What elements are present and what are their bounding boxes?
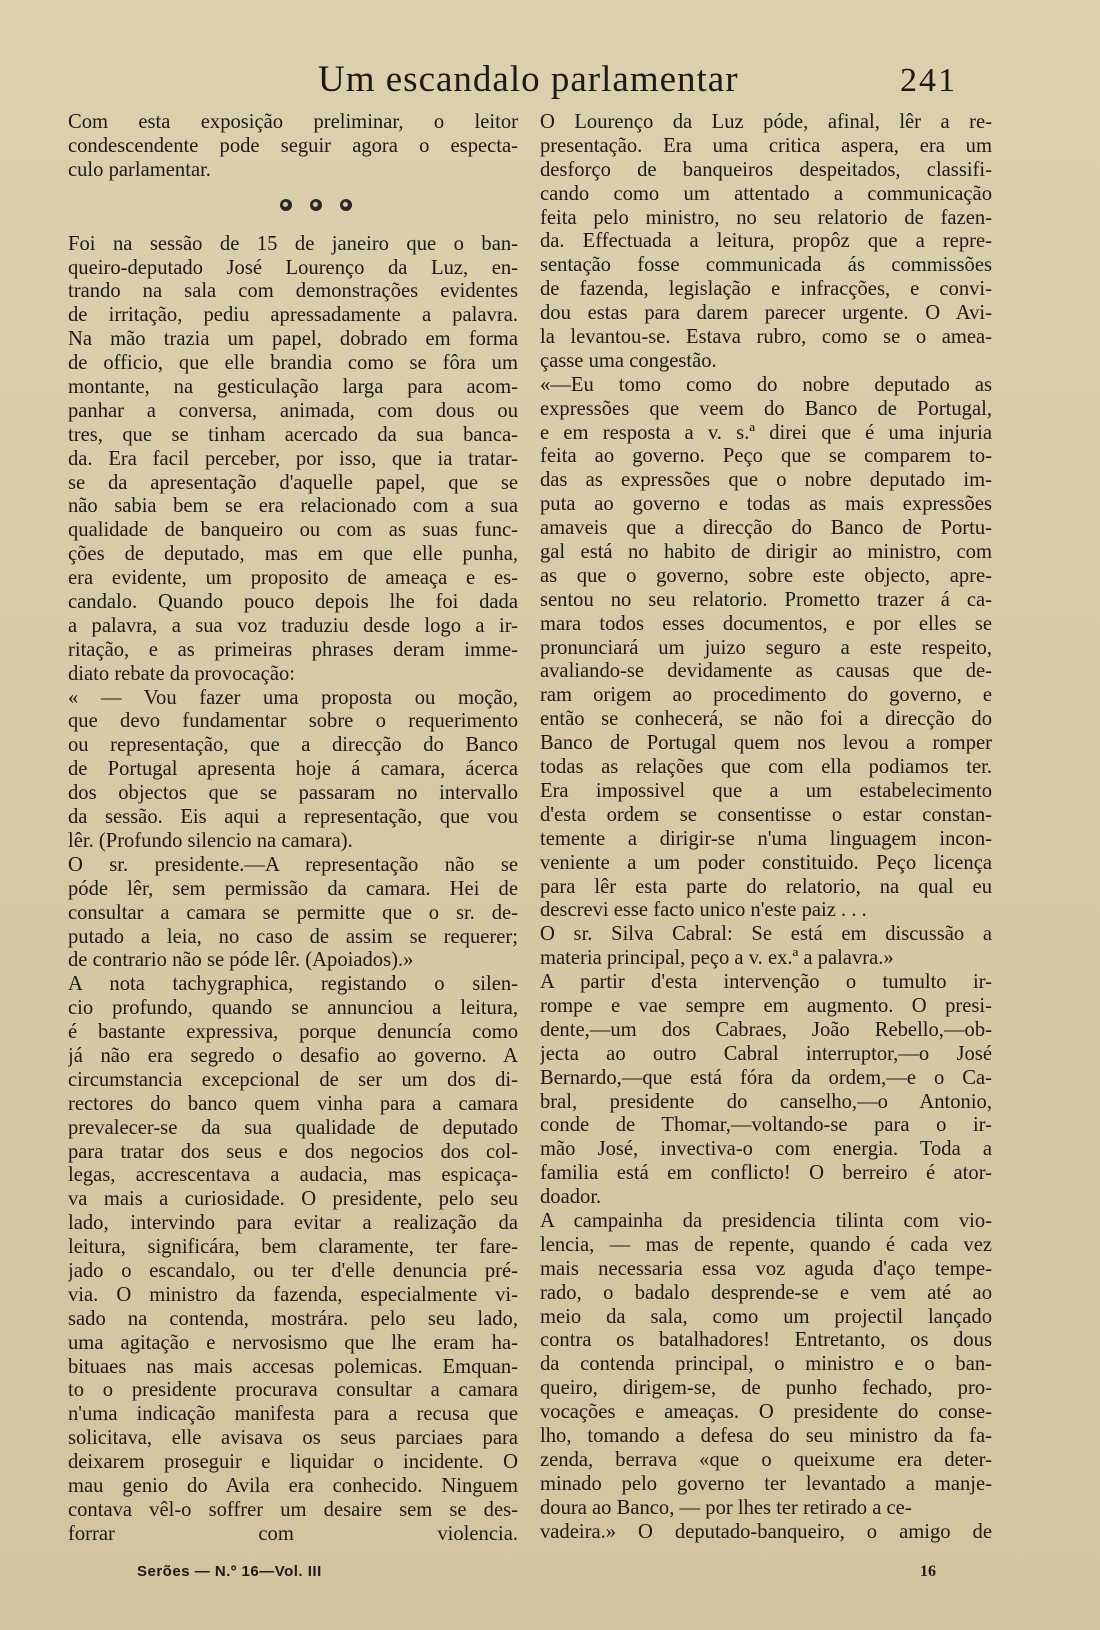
text-line: cio profundo, quando se annunciou a leitura,	[68, 997, 518, 1020]
text-line: as que o governo, sobre este objecto, apre-	[540, 564, 992, 587]
text-line: consultar a camara se permitte que o sr. de-	[68, 901, 518, 924]
text-line: já não era segredo o desafio ao governo. A	[68, 1044, 518, 1067]
text-line: póde lêr, sem permissão da camara. Hei de	[68, 877, 518, 900]
text-line: conde de Thomar,—voltando-se para o ir-	[540, 1114, 992, 1137]
text-line: to o presidente procurava consultar a camara	[68, 1379, 518, 1402]
text-line: uma agitação e nervosismo que lhe eram ha-	[68, 1331, 518, 1354]
text-line: dente,—um dos Cabraes, João Rebello,—ob-	[540, 1018, 992, 1041]
text-line: montante, na gesticulação larga para acom-	[68, 376, 518, 399]
text-line: pronunciará um juizo seguro a este respeito,	[540, 636, 992, 659]
text-line: qualidade de banqueiro ou com as suas func-	[68, 519, 518, 542]
page-number: 241	[900, 62, 957, 99]
text-line: mais necessaria essa voz aguda d'aço tempe-	[540, 1257, 992, 1280]
text-line: que devo fundamentar sobre o requerimento	[68, 710, 518, 733]
text-line: solicitava, elle avisava os seus parciaes para	[68, 1427, 518, 1450]
text-line: Banco de Portugal quem nos levou a romper	[540, 732, 992, 755]
text-line: rompe e vae sempre em augmento. O presi-	[540, 994, 992, 1017]
text-line: legas, accrescentava a audacia, mas espicaça-	[68, 1164, 518, 1187]
text-line: da. Effectuada a leitura, propôz que a repre-	[540, 230, 992, 253]
text-line: descrevi esse facto unico n'este paiz . . .	[540, 899, 867, 922]
text-line: condescendente pode seguir agora o especta-	[68, 134, 518, 157]
text-line: contava vêl-o soffrer um desaire sem se des-	[68, 1498, 518, 1521]
text-line: tres, que se tinham acercado da sua banca-	[68, 423, 518, 446]
text-line: jecta ao outro Cabral interruptor,—o José	[540, 1042, 992, 1065]
text-line: expressões que veem do Banco de Portugal,	[540, 397, 992, 420]
text-line: Com esta exposição preliminar, o leitor	[68, 111, 518, 133]
text-line: das as expressões que o nobre deputado im-	[540, 469, 992, 492]
text-line: culo parlamentar.	[68, 158, 211, 181]
text-line: de irritação, pediu apressadamente a palavra.	[68, 304, 518, 327]
text-line: çasse uma congestão.	[540, 349, 717, 372]
text-line: Era impossivel que a um estabelecimento	[540, 779, 992, 802]
text-line: va mais a curiosidade. O presidente, pelo seu	[68, 1188, 518, 1211]
ornament-dot-icon	[280, 199, 292, 211]
text-line: putado a leia, no caso de assim se requerer;	[68, 925, 518, 948]
text-line: lêr. (Profundo silencio na camara).	[68, 829, 353, 852]
text-line: feita ao governo. Peço que se comparem to-	[540, 445, 992, 468]
text-line: presentação. Era uma critica aspera, era um	[540, 134, 992, 157]
text-line: mau genio do Avila era conhecido. Ninguem	[68, 1474, 518, 1497]
text-line: todas as relações que com ella podiamos ter.	[540, 756, 992, 779]
text-line: familia está em conflicto! O berreiro é ator-	[540, 1162, 992, 1185]
ornament-dot-icon	[310, 199, 322, 211]
text-line: d'esta ordem se consentisse o estar constan-	[540, 803, 992, 826]
text-line: O Lourenço da Luz póde, afinal, lêr a re-	[540, 111, 992, 133]
text-line: de contrario não se póde lêr. (Apoiados).»	[68, 949, 414, 972]
text-line: não sabia bem se era relacionado com a sua	[68, 495, 518, 518]
text-line: avaliando-se devidamente as causas que de-	[540, 660, 992, 683]
left-text-column	[68, 111, 518, 1547]
text-line: n'uma indicação manifesta para a recusa que	[68, 1403, 518, 1426]
text-line: da contenda principal, o ministro e o ban-	[540, 1353, 992, 1376]
text-line: diato rebate da provocação:	[68, 662, 295, 685]
text-line: lho, tomando a defesa do seu ministro da fa-	[540, 1424, 992, 1447]
text-line: via. O ministro da fazenda, especialmente vi-	[68, 1283, 518, 1306]
text-line: vocações e ameaças. O presidente do conse-	[540, 1401, 992, 1424]
text-line: doura ao Banco, — por lhes ter retirado a ce-	[540, 1496, 912, 1519]
text-line: amaveis que a direcção do Banco de Portu-	[540, 517, 992, 540]
text-line: « — Vou fazer uma proposta ou moção,	[68, 686, 518, 709]
text-line: e em resposta a v. s.ª direi que é uma injuria	[540, 421, 992, 444]
text-line: A campainha da presidencia tilinta com vio-	[540, 1209, 992, 1232]
text-line: sentou no seu relatorio. Prometto trazer á ca-	[540, 588, 992, 611]
text-line: dos objectos que se passaram no intervallo	[68, 782, 518, 805]
text-line: O sr. presidente.—A representação não se	[68, 853, 518, 876]
text-line: Na mão trazia um papel, dobrado em forma	[68, 328, 518, 351]
text-line: mara todos esses documentos, e por elles se	[540, 612, 992, 635]
text-line: de Portugal apresenta hoje á camara, ácerca	[68, 758, 518, 781]
text-line: queiro, dirigem-se, de punho fechado, pro-	[540, 1377, 992, 1400]
text-line: sentação fosse communicada ás commissões	[540, 254, 992, 277]
text-line: doador.	[540, 1186, 602, 1209]
text-line: trando na sala com demonstrações evidentes	[68, 280, 518, 303]
text-line: Foi na sessão de 15 de janeiro que o ban-	[68, 232, 518, 255]
text-line: da sessão. Eis aqui a representação, que vou	[68, 806, 518, 829]
text-line: gal está no habito de dirigir ao ministro, com	[540, 541, 992, 564]
text-line: «—Eu tomo como do nobre deputado as	[540, 373, 992, 396]
text-line: cando como um attentado a communicação	[540, 182, 992, 205]
text-line: Bernardo,—que está fóra da ordem,—e o Ca-	[540, 1066, 992, 1089]
text-line: minado pelo governo ter levantado a manje-	[540, 1472, 992, 1495]
text-line: rectores do banco quem vinha para a camara	[68, 1092, 518, 1115]
text-line: circumstancia excepcional de ser um dos di-	[68, 1068, 518, 1091]
text-line: ou representação, que a direcção do Banco	[68, 734, 518, 757]
text-line: O sr. Silva Cabral: Se está em discussão a	[540, 923, 992, 946]
text-line: sado na contenda, mostrára. pelo seu lado,	[68, 1307, 518, 1330]
text-line: rado, o badalo desprende-se e vem até ao	[540, 1281, 992, 1304]
section-ornament	[68, 183, 518, 233]
text-line: zenda, berrava «que o queixume era deter-	[540, 1448, 992, 1471]
text-line: vadeira.» O deputado-banqueiro, o amigo de	[540, 1520, 992, 1543]
text-line: a palavra, a sua voz traduziu desde logo a ir-	[68, 614, 518, 637]
text-line: é bastante expressiva, porque denuncía como	[68, 1021, 518, 1044]
text-line: era evidente, um proposito de ameaça e es-	[68, 567, 518, 590]
text-line: para lêr esta parte do relatorio, na qual eu	[540, 875, 992, 898]
text-line: materia principal, peço a v. ex.ª a palavra.»	[540, 947, 894, 970]
text-line: veniente a um poder constituido. Peço licença	[540, 851, 992, 874]
text-line: mão José, invectiva-o com energia. Toda a	[540, 1138, 992, 1161]
text-line: queiro-deputado José Lourenço da Luz, en-	[68, 256, 518, 279]
right-text-column	[540, 111, 992, 1544]
text-line: la levantou-se. Estava rubro, como se o amea-	[540, 326, 992, 349]
text-line: contra os batalhadores! Entretanto, os dous	[540, 1329, 992, 1352]
text-line: desforço de banqueiros despeitados, classifi-	[540, 158, 992, 181]
text-line: panhar a conversa, animada, com dous ou	[68, 399, 518, 422]
text-line: meio da sala, como um projectil lançado	[540, 1305, 992, 1328]
text-line: ram origem ao procedimento do governo, e	[540, 684, 992, 707]
text-line: ções de deputado, mas em que elle punha,	[68, 543, 518, 566]
ornament-dot-icon	[340, 199, 352, 211]
text-line: A partir d'esta intervenção o tumulto ir-	[540, 971, 992, 994]
text-line: candalo. Quando pouco depois lhe foi dada	[68, 591, 518, 614]
text-line: forrar com violencia.	[68, 1522, 518, 1545]
text-line: bral, presidente do canselho,—o Antonio,	[540, 1090, 992, 1113]
text-line: leitura, significára, bem claramente, ter fare-	[68, 1236, 518, 1259]
text-line: de officio, que elle brandia como se fôra um	[68, 352, 518, 375]
text-line: de fazenda, legislação e infracções, e convi-	[540, 278, 992, 301]
text-line: da. Era facil perceber, por isso, que ia tratar-	[68, 447, 518, 470]
text-line: lado, intervindo para evitar a realização da	[68, 1212, 518, 1235]
text-line: prevalecer-se da sua qualidade de deputado	[68, 1116, 518, 1139]
text-line: dou estas para darem parecer urgente. O Avi-	[540, 302, 992, 325]
text-line: lencia, — mas de repente, quando é cada vez	[540, 1233, 992, 1256]
text-line: puta ao governo e todas as mais expressões	[540, 493, 992, 516]
text-line: bituaes nas mais accesas polemicas. Emquan-	[68, 1355, 518, 1378]
text-line: então se conhecerá, se não foi a direcção do	[540, 708, 992, 731]
text-line: jado o escandalo, ou ter d'elle denuncia pré-	[68, 1259, 518, 1282]
text-line: se da apresentação d'aquelle papel, que se	[68, 471, 518, 494]
footer-signature: Serões — N.º 16—Vol. III	[137, 1563, 322, 1580]
running-title: Um escandalo parlamentar	[318, 59, 739, 100]
footer-sheet-number: 16	[920, 1563, 936, 1580]
text-line: deixarem proseguir e liquidar o incidente. O	[68, 1451, 518, 1474]
text-line: para tratar dos seus e dos negocios dos col-	[68, 1140, 518, 1163]
text-line: feita pelo ministro, no seu relatorio de fazen-	[540, 206, 992, 229]
text-line: temente a dirigir-se n'uma linguagem incon-	[540, 827, 992, 850]
text-line: A nota tachygraphica, registando o silen-	[68, 973, 518, 996]
text-line: ritação, e as primeiras phrases deram imme-	[68, 638, 518, 661]
